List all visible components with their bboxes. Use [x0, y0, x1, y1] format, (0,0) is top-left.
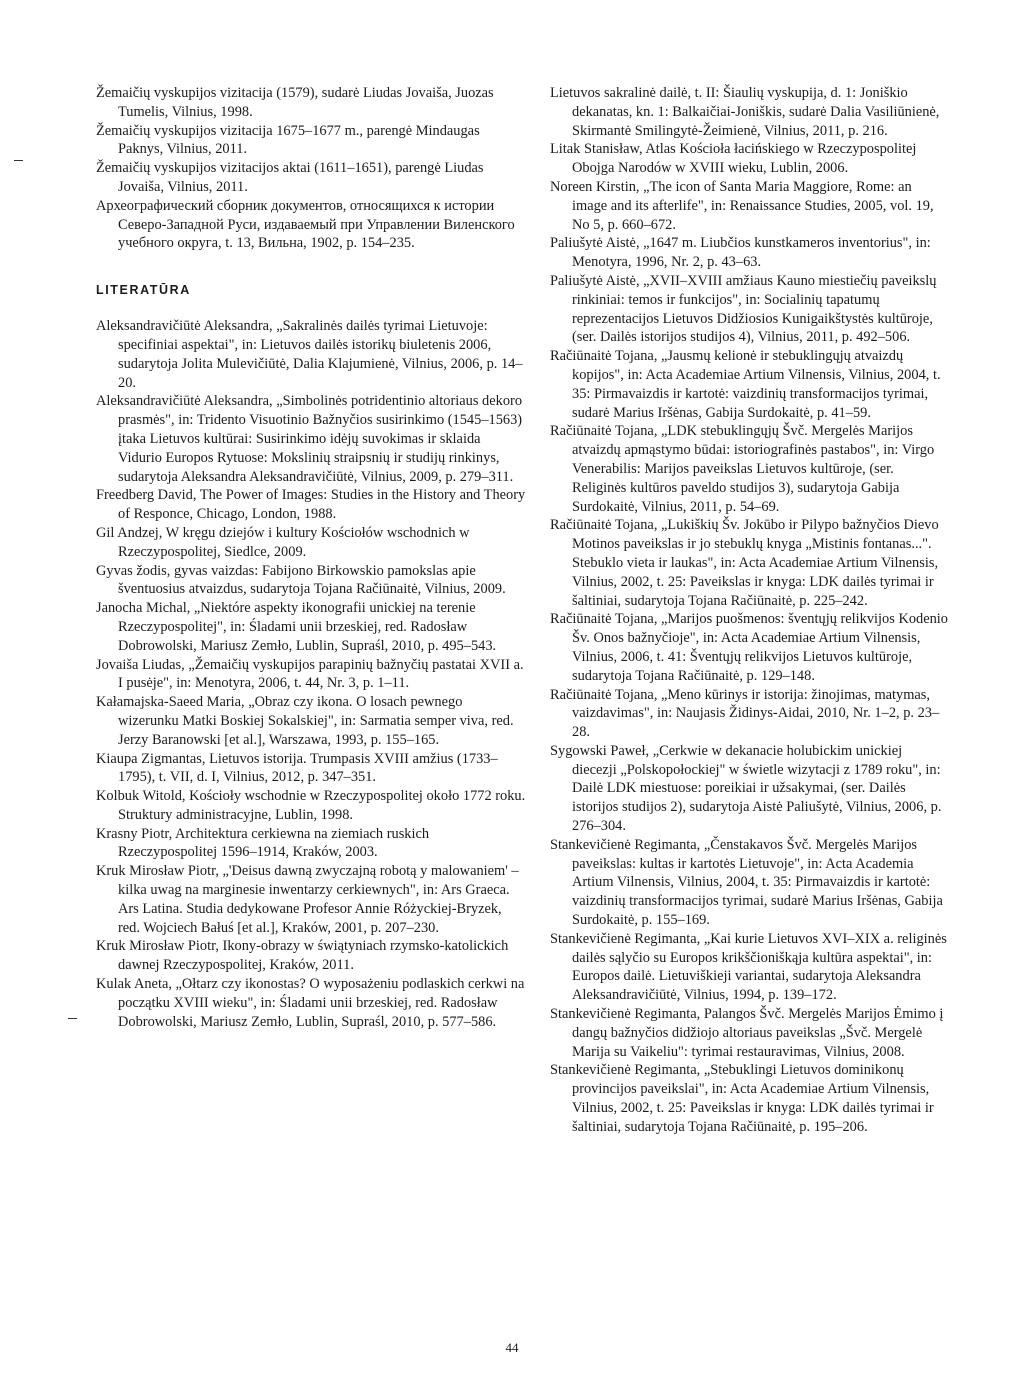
bibliography-entry: Litak Stanisław, Atlas Kościoła łacińskiego w Rzeczypospolitej Obojga Narodów w XVIII wieku, Lublin, 2006.	[550, 141, 917, 177]
bibliography-entry: Freedberg David, The Power of Images: Studies in the History and Theory of Responce, Chicago, London, 1988.	[96, 487, 526, 523]
bibliography-entry: Kruk Mirosław Piotr, Ikony-obrazy w świątyniach rzymsko-katolickich dawnej Rzeczypospolitej, Kraków, 2011.	[96, 938, 509, 974]
margin-tick-mark	[14, 160, 23, 161]
right-column	[550, 84, 950, 1137]
bibliography-entry: Gil Andzej, W kręgu dziejów i kultury Kościołów wschodnich w Rzeczypospolitej, Siedlce, 2009.	[96, 524, 470, 560]
bibliography-entry: Jovaiša Liudas, „Žemaičių vyskupijos parapinių bažnyčių pastatai XVII a. I pusėje", in: Menotyra, 2006, t. 44, Nr. 3, p. 1–11.	[96, 656, 524, 692]
bibliography-entry: Račiūnaitė Tojana, „LDK stebuklingųjų Švč. Mergelės Marijos atvaizdų apmąstymo būdai: istoriografinės pastabos", in: Virgo Venerabilis: Marijos paveikslas Lietuvos kultūroje, (ser. Religinės kultūros paveldo studijos 3), sudarytoja Gabija Surdokaitė, Vilnius, 2011, p. 54–69.	[550, 423, 935, 515]
bibliography-entry: Račiūnaitė Tojana, „Marijos puošmenos: šventųjų relikvijos Kodenio Šv. Onos bažnyčioje", in: Acta Academiae Artium Vilnensis, Vilnius, 2006, t. 41: Šventųjų relikvijos Lietuvos kultūroje, sudarytoja Tojana Račiūnaitė, p. 129–148.	[550, 611, 948, 684]
literature-list-right	[550, 84, 950, 1137]
bibliography-entry: Sygowski Paweł, „Cerkwie w dekanacie holubickim unickiej diecezji „Polskopołockiej" w świetle wizytacji z 1789 roku", in: Dailė LDK miestuose: poreikiai ir užsakymai, (ser. Dailės istorijos studijos 2), sudarytoja Aistė Paliušytė, Vilnius, 2006, p. 276–304.	[550, 742, 942, 835]
source-entry: Žemaičių vyskupijos vizitacija (1579), sudarė Liudas Jovaiša, Juozas Tumelis, Vilnius, 1998.	[96, 85, 494, 120]
bibliography-entry: Račiūnaitė Tojana, „Meno kūrinys ir istorija: žinojimas, matymas, vaizdavimas", in: Naujasis Židinys-Aidai, 2010, Nr. 1–2, p. 23–28.	[550, 686, 940, 741]
source-entry: Археографический сборник документов, относящихся к истории Северо-Западной Руси, издаваемый при Управлении Виленского учебного округа, t. 13, Вильна, 1902, p. 154–235.	[96, 197, 515, 252]
literature-list-left	[96, 317, 526, 1031]
source-entry: Žemaičių vyskupijos vizitacija 1675–1677 m., parengė Mindaugas Paknys, Vilnius, 2011.	[96, 122, 480, 158]
bibliography-entry: Paliušytė Aistė, „1647 m. Liubčios kunstkameros inventorius", in: Menotyra, 1996, Nr. 2, p. 43–63.	[550, 235, 931, 271]
bibliography-entry: Krasny Piotr, Architektura cerkiewna na ziemiach ruskich Rzeczypospolitej 1596–1914, Kraków, 2003.	[96, 825, 430, 861]
bibliography-entry: Aleksandravičiūtė Aleksandra, „Simbolinės potridentinio altoriaus dekoro prasmės", in: Tridento Visuotinio Bažnyčios susirinkimo (1545–1563) įtaka Lietuvos kultūrai: Susirinkimo idėjų suvokimas ir sklaida Vidurio Europos Rytuose: Mokslinių straipsnių ir studijų rinkinys, sudarytoja Aleksandra Aleksandravičiūtė, Vilnius, 2009, p. 279–311.	[96, 393, 523, 485]
bibliography-entry: Kiaupa Zigmantas, Lietuvos istorija. Trumpasis XVIII amžius (1733–1795), t. VII, d. I, Vilnius, 2012, p. 347–351.	[96, 750, 498, 786]
sources-list	[96, 84, 526, 253]
bibliography-entry: Noreen Kirstin, „The icon of Santa Maria Maggiore, Rome: an image and its afterlife", in: Renaissance Studies, 2005, vol. 19, No 5, p. 660–672.	[550, 178, 934, 233]
bibliography-entry: Stankevičienė Regimanta, „Stebuklingi Lietuvos dominikonų provincijos paveikslai", in: Acta Academiae Artium Vilnensis, Vilnius, 2002, t. 25: Paveikslas ir knyga: LDK dailės tyrimai ir šaltiniai, sudarytoja Tojana Račiūnaitė, p. 195–206.	[550, 1062, 934, 1135]
literature-heading: LITERATŪRA	[96, 283, 191, 298]
bibliography-entry: Račiūnaitė Tojana, „Jausmų kelionė ir stebuklingųjų atvaizdų kopijos", in: Acta Academiae Artium Vilnensis, Vilnius, 2004, t. 35: Pirmavaizdis ir kartotė: vaizdinių transformacijos tyrimai, sudarė Marius Iršėnas, Gabija Surdokaitė, p. 41–59.	[550, 348, 941, 421]
bibliography-entry: Gyvas žodis, gyvas vaizdas: Fabijono Birkowskio pamokslas apie šventuosius atvaizdus, sudarytoja Tojana Račiūnaitė, Vilnius, 2009.	[96, 562, 506, 598]
left-column	[96, 84, 526, 1031]
bibliography-entry: Kulak Aneta, „Ołtarz czy ikonostas? O wyposażeniu podlaskich cerkwi na początku XVIII wieku", in: Śladami unii brzeskiej, red. Radosław Dobrowolski, Mariusz Zemło, Lublin, Supraśl, 2010, p. 577–586.	[96, 976, 525, 1030]
source-entry: Žemaičių vyskupijos vizitacijos aktai (1611–1651), parengė Liudas Jovaiša, Vilnius, 2011.	[96, 160, 484, 195]
bibliography-entry: Janocha Michal, „Niektóre aspekty ikonografii unickiej na terenie Rzeczypospolitej", in: Śladami unii brzeskiej, red. Radosław Dobrowolski, Mariusz Zemło, Lublin, Supraśl, 2010, p. 495–543.	[96, 600, 497, 654]
bibliography-entry: Aleksandravičiūtė Aleksandra, „Sakralinės dailės tyrimai Lietuvoje: specifiniai aspektai", in: Lietuvos dailės istorikų biuletenis 2006, sudarytoja Jolita Mulevičiūtė, Dalia Klajumienė, Vilnius, 2006, p. 14–20.	[96, 318, 523, 391]
margin-tick-mark	[68, 1018, 77, 1019]
bibliography-entry: Kruk Mirosław Piotr, „'Deisus dawną zwyczajną robotą y malowaniem' – kilka uwag na marginesie inwentarzy cerkiewnych", in: Ars Graeca. Ars Latina. Studia dedykowane Profesor Annie Różyckiej-Bryzek, red. Wojciech Bałuś [et al.], Kraków, 2001, p. 207–230.	[96, 863, 519, 936]
bibliography-entry: Kałamajska-Saeed Maria, „Obraz czy ikona. O losach pewnego wizerunku Matki Boskiej Sokalskiej", in: Sarmatia semper viva, red. Jerzy Baranowski [et al.], Warszawa, 1993, p. 155–165.	[96, 694, 514, 748]
bibliography-entry: Paliušytė Aistė, „XVII–XVIII amžiaus Kauno miestiečių paveikslų rinkiniai: temos ir funkcijos", in: Socialinių tapatumų reprezentacijos Lietuvos Didžiosios Kunigaikštystės kultūroje, (ser. Dailės istorijos studijos 4), Vilnius, 2011, p. 492–506.	[550, 272, 937, 346]
bibliography-entry: Račiūnaitė Tojana, „Lukiškių Šv. Jokūbo ir Pilypo bažnyčios Dievo Motinos paveikslas ir jo stebuklų knyga „Mistinis fontanas...". Stebuklo vieta ir laukas", in: Acta Academiae Artium Vilnensis, Vilnius, 2002, t. 25: Paveikslas ir knyga: LDK dailės tyrimai ir šaltiniai, sudarytoja Tojana Račiūnaitė, p. 225–242.	[550, 517, 939, 609]
bibliography-entry: Stankevičienė Regimanta, „Čenstakavos Švč. Mergelės Marijos paveikslas: kultas ir kartotės Lietuvoje", in: Acta Academia Artium Vilnensis, Vilnius, 2004, t. 35: Pirmavaizdis ir kartotė: vaizdinių transformacijos tyrimai, sudarė Marius Iršėnas, Gabija Surdokaitė, p. 155–169.	[550, 836, 943, 929]
page-number: 44	[505, 1340, 519, 1355]
bibliography-entry: Lietuvos sakralinė dailė, t. II: Šiaulių vyskupija, d. 1: Joniškio dekanatas, kn. 1: Balkaičiai-Joniškis, sudarė Dalia Vasiliūnienė, Skirmantė Smilingytė-Žeimienė, Vilnius, 2011, p. 216.	[550, 85, 940, 139]
bibliography-entry: Stankevičienė Regimanta, Palangos Švč. Mergelės Marijos Ėmimo į dangų bažnyčios didžiojo altoriaus paveikslas „Švč. Mergelė Marija su Vaikeliu": tyrimai restauravimas, Vilnius, 2008.	[550, 1006, 944, 1060]
bibliography-entry: Kolbuk Witold, Kościoły wschodnie w Rzeczypospolitej około 1772 roku. Struktury administracyjne, Lublin, 1998.	[96, 788, 526, 823]
bibliography-entry: Stankevičienė Regimanta, „Kai kurie Lietuvos XVI–XIX a. religinės dailės sąlyčio su Europos krikščioniškąja kultūra aspektai", in: Europos dailė. Lietuviškieji variantai, sudarytoja Aleksandra Aleksandravičiūtė, Vilnius, 1994, p. 139–172.	[550, 930, 947, 1004]
